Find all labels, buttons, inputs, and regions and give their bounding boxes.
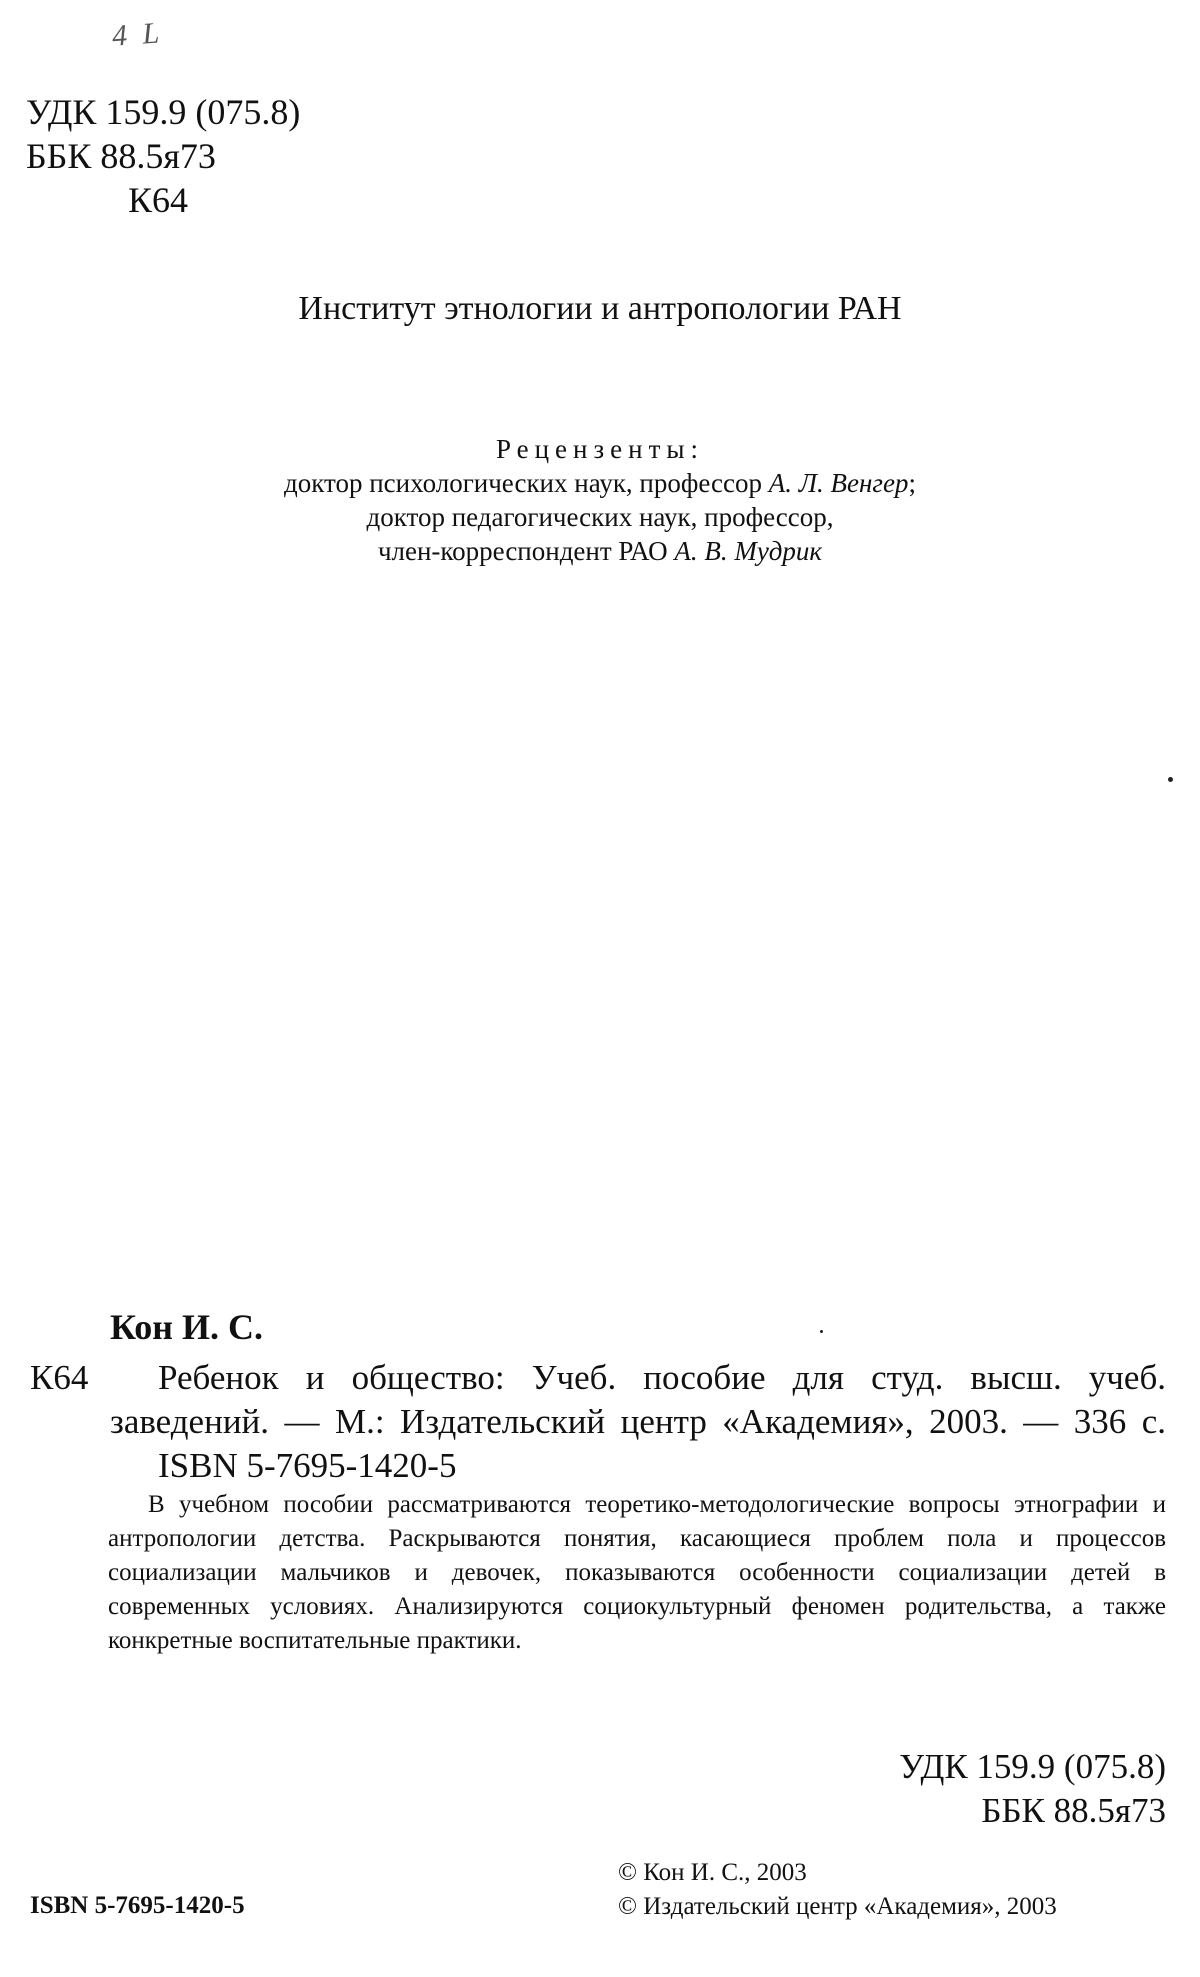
handwritten-note: 4 L [110, 16, 165, 53]
udk-code: УДК 159.9 (075.8) [26, 92, 301, 132]
catalog-code: К64 [30, 1358, 89, 1397]
annotation [108, 1488, 1166, 1658]
reviewer-1-end: ; [908, 468, 916, 498]
author-mark: К64 [128, 180, 189, 220]
print-speck [820, 1330, 823, 1333]
udk-code-bottom: УДК 159.9 (075.8) [899, 1747, 1166, 1786]
reviewer-2-title: доктор педагогических наук, профессор, [366, 502, 834, 532]
bbk-code: ББК 88.5я73 [26, 136, 216, 176]
bbk-code-bottom: ББК 88.5я73 [981, 1791, 1166, 1830]
catalog-author: Кон И. С. [110, 1307, 264, 1347]
print-speck [1168, 777, 1173, 782]
reviewers-label: Рецензенты: [495, 434, 705, 464]
copyright-block [618, 1856, 1057, 1924]
udk-block-bottom [899, 1745, 1166, 1833]
reviewers-block [0, 432, 1200, 568]
reviewer-1 [0, 466, 1200, 500]
institute-name: Институт этнологии и антропологии РАН [298, 290, 902, 327]
udk-block-top [26, 90, 300, 222]
reviewer-2-name: А. В. Мудрик [674, 536, 823, 566]
isbn-bottom: ISBN 5-7695-1420-5 [30, 1892, 245, 1919]
reviewer-1-name: А. Л. Венгер [768, 468, 909, 498]
catalog-title-line-1: Ребенок и общество: Учеб. пособие для студ. высш. учеб. [158, 1358, 1166, 1397]
catalog-title-line-2: заведений. — М.: Издательский центр «Академия», 2003. — 336 с. [110, 1402, 1166, 1441]
catalog-entry [30, 1356, 1166, 1488]
copyright-author: © Кон И. С., 2003 [618, 1859, 807, 1886]
reviewer-2 [0, 534, 1200, 568]
copyright-publisher: © Издательский центр «Академия», 2003 [618, 1893, 1057, 1920]
annotation-text: В учебном пособии рассматриваются теоретико-методологические вопросы этнографии и антропологии детства. Раскрываются понятия, касающиеся проблем пола и процессов социализации мальчиков и девочек, показываются особенности социализации детей в современных условиях. Анализируются социокультурный феномен родительства, а также конкретные воспитательные практики. [108, 1491, 1166, 1654]
reviewer-2-rank: член-корреспондент РАО [377, 536, 675, 566]
reviewer-1-title: доктор психологических наук, профессор [284, 468, 769, 498]
catalog-isbn: ISBN 5-7695-1420-5 [158, 1446, 457, 1485]
